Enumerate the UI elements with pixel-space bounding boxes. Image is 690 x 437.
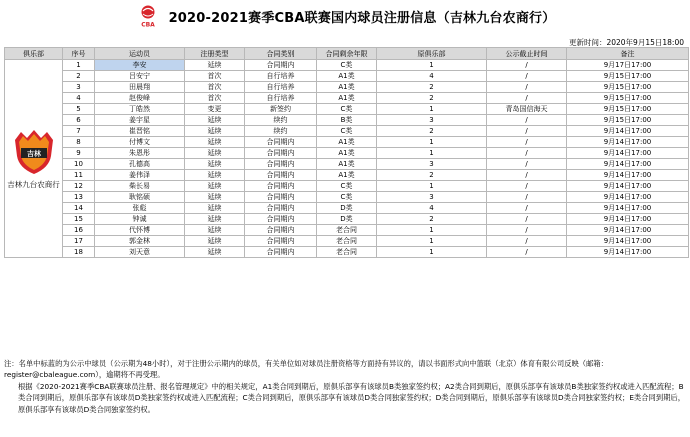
contract-mode: 合同期内 xyxy=(245,192,317,203)
row-number: 1 xyxy=(63,60,95,71)
column-header: 序号 xyxy=(63,48,95,60)
former-club: / xyxy=(487,225,567,236)
table-row xyxy=(5,159,689,170)
table-row xyxy=(5,170,689,181)
contract-category: C类 xyxy=(317,181,377,192)
table-row xyxy=(5,71,689,82)
former-club: / xyxy=(487,60,567,71)
contract-mode: 合同期内 xyxy=(245,148,317,159)
contract-mode: 合同期内 xyxy=(245,159,317,170)
former-club: / xyxy=(487,192,567,203)
contract-mode: 合同期内 xyxy=(245,60,317,71)
contract-mode: 合同期内 xyxy=(245,236,317,247)
player-name: 付博文 xyxy=(95,137,185,148)
table-row xyxy=(5,104,689,115)
club-logo xyxy=(9,128,59,176)
page-header xyxy=(0,2,690,30)
register-type: 延续 xyxy=(185,181,245,192)
register-type: 延续 xyxy=(185,115,245,126)
deadline: 9月14日17:00 xyxy=(567,247,689,258)
register-type: 延续 xyxy=(185,214,245,225)
table-header-row xyxy=(5,48,689,60)
table-row xyxy=(5,247,689,258)
row-number: 16 xyxy=(63,225,95,236)
row-number: 15 xyxy=(63,214,95,225)
contract-category: A1类 xyxy=(317,137,377,148)
player-name: 吕安宁 xyxy=(95,71,185,82)
years-remaining: 4 xyxy=(377,203,487,214)
deadline: 9月14日17:00 xyxy=(567,192,689,203)
player-name: 姜宇星 xyxy=(95,115,185,126)
player-name: 柴长易 xyxy=(95,181,185,192)
contract-category: A1类 xyxy=(317,71,377,82)
table-row xyxy=(5,192,689,203)
former-club: / xyxy=(487,247,567,258)
row-number: 6 xyxy=(63,115,95,126)
update-label: 更新时间： xyxy=(568,38,607,47)
player-name: 朱恩彤 xyxy=(95,148,185,159)
years-remaining: 2 xyxy=(377,82,487,93)
register-type: 延续 xyxy=(185,170,245,181)
row-number: 3 xyxy=(63,82,95,93)
player-name: 赵俊峰 xyxy=(95,93,185,104)
svg-text:CBA: CBA xyxy=(140,21,155,29)
contract-category: A1类 xyxy=(317,82,377,93)
register-type: 变更 xyxy=(185,104,245,115)
player-name: 李安 xyxy=(95,60,185,71)
former-club: / xyxy=(487,236,567,247)
contract-category: 老合同 xyxy=(317,225,377,236)
club-cell xyxy=(5,60,63,258)
contract-mode: 续约 xyxy=(245,126,317,137)
contract-mode: 合同期内 xyxy=(245,225,317,236)
update-value: 2020年9月15日18:00 xyxy=(606,38,684,47)
years-remaining: 1 xyxy=(377,236,487,247)
former-club: / xyxy=(487,137,567,148)
row-number: 12 xyxy=(63,181,95,192)
row-number: 7 xyxy=(63,126,95,137)
contract-category: C类 xyxy=(317,104,377,115)
table-row xyxy=(5,214,689,225)
player-name: 郭金林 xyxy=(95,236,185,247)
former-club: / xyxy=(487,203,567,214)
contract-mode: 新签约 xyxy=(245,104,317,115)
contract-mode: 自行培养 xyxy=(245,93,317,104)
row-number: 8 xyxy=(63,137,95,148)
note-1: 注：名单中标蓝的为公示中球员（公示期为48小时），对于注册公示期内的球员，有关单位如对球员注册资格等方面持有异议的，请以书面形式向中篮联（北京）体育有限公司反映（邮箱：register@cbaleague.com），逾期将不再受理。 xyxy=(4,359,608,380)
years-remaining: 1 xyxy=(377,181,487,192)
table-row xyxy=(5,115,689,126)
table-row xyxy=(5,225,689,236)
deadline: 9月15日17:00 xyxy=(567,71,689,82)
register-type: 首次 xyxy=(185,93,245,104)
register-type: 延续 xyxy=(185,192,245,203)
player-name: 代怀博 xyxy=(95,225,185,236)
column-header: 合同类别 xyxy=(245,48,317,60)
row-number: 11 xyxy=(63,170,95,181)
player-name: 丁皓然 xyxy=(95,104,185,115)
contract-mode: 自行培养 xyxy=(245,71,317,82)
contract-category: C类 xyxy=(317,126,377,137)
contract-mode: 自行培养 xyxy=(245,82,317,93)
player-name: 姜伟泽 xyxy=(95,170,185,181)
former-club: / xyxy=(487,214,567,225)
years-remaining: 1 xyxy=(377,60,487,71)
former-club: / xyxy=(487,115,567,126)
former-club: / xyxy=(487,181,567,192)
former-club: / xyxy=(487,126,567,137)
row-number: 18 xyxy=(63,247,95,258)
deadline: 9月14日17:00 xyxy=(567,214,689,225)
table-row xyxy=(5,137,689,148)
deadline: 9月14日17:00 xyxy=(567,170,689,181)
registration-table xyxy=(4,47,689,258)
column-header: 备注 xyxy=(567,48,689,60)
years-remaining: 1 xyxy=(377,104,487,115)
years-remaining: 2 xyxy=(377,214,487,225)
column-header: 注册类型 xyxy=(185,48,245,60)
deadline: 9月14日17:00 xyxy=(567,159,689,170)
deadline: 9月17日17:00 xyxy=(567,60,689,71)
deadline: 9月14日17:00 xyxy=(567,225,689,236)
contract-category: A1类 xyxy=(317,148,377,159)
deadline: 9月15日17:00 xyxy=(567,82,689,93)
deadline: 9月15日17:00 xyxy=(567,93,689,104)
register-type: 延续 xyxy=(185,236,245,247)
row-number: 5 xyxy=(63,104,95,115)
page-title: 2020-2021赛季CBA联赛国内球员注册信息（吉林九台农商行） xyxy=(168,10,556,26)
deadline: 9月14日17:00 xyxy=(567,137,689,148)
column-header: 俱乐部 xyxy=(5,48,63,60)
table-row xyxy=(5,60,689,71)
contract-category: A1类 xyxy=(317,159,377,170)
register-type: 首次 xyxy=(185,82,245,93)
player-name: 田晨翔 xyxy=(95,82,185,93)
former-club: / xyxy=(487,170,567,181)
player-name: 崔晋铭 xyxy=(95,126,185,137)
years-remaining: 1 xyxy=(377,148,487,159)
club-name: 吉林九台农商行 xyxy=(7,179,60,189)
contract-category: D类 xyxy=(317,203,377,214)
deadline: 9月14日17:00 xyxy=(567,126,689,137)
contract-mode: 合同期内 xyxy=(245,214,317,225)
row-number: 14 xyxy=(63,203,95,214)
deadline: 9月15日17:00 xyxy=(567,104,689,115)
register-type: 延续 xyxy=(185,247,245,258)
column-header: 合同剩余年限 xyxy=(317,48,377,60)
table-row xyxy=(5,181,689,192)
deadline: 9月14日17:00 xyxy=(567,148,689,159)
contract-category: 老合同 xyxy=(317,236,377,247)
contract-category: 老合同 xyxy=(317,247,377,258)
contract-category: D类 xyxy=(317,214,377,225)
years-remaining: 2 xyxy=(377,93,487,104)
former-club: / xyxy=(487,93,567,104)
years-remaining: 1 xyxy=(377,137,487,148)
contract-category: A1类 xyxy=(317,93,377,104)
cba-logo xyxy=(135,3,161,29)
years-remaining: 3 xyxy=(377,115,487,126)
years-remaining: 4 xyxy=(377,71,487,82)
contract-mode: 合同期内 xyxy=(245,247,317,258)
deadline: 9月14日17:00 xyxy=(567,181,689,192)
contract-mode: 合同期内 xyxy=(245,203,317,214)
column-header: 公示截止时间 xyxy=(487,48,567,60)
contract-category: B类 xyxy=(317,115,377,126)
player-name: 孔德高 xyxy=(95,159,185,170)
row-number: 17 xyxy=(63,236,95,247)
player-name: 张彪 xyxy=(95,203,185,214)
contract-mode: 合同期内 xyxy=(245,137,317,148)
years-remaining: 3 xyxy=(377,159,487,170)
former-club: 青岛国信海天 xyxy=(487,104,567,115)
contract-category: C类 xyxy=(317,60,377,71)
former-club: / xyxy=(487,71,567,82)
row-number: 9 xyxy=(63,148,95,159)
table-row xyxy=(5,126,689,137)
former-club: / xyxy=(487,82,567,93)
years-remaining: 3 xyxy=(377,192,487,203)
contract-category: A1类 xyxy=(317,170,377,181)
contract-mode: 合同期内 xyxy=(245,181,317,192)
column-header: 运动员 xyxy=(95,48,185,60)
column-header: 原俱乐部 xyxy=(377,48,487,60)
player-name: 耿铭硕 xyxy=(95,192,185,203)
row-number: 10 xyxy=(63,159,95,170)
register-type: 首次 xyxy=(185,71,245,82)
register-type: 延续 xyxy=(185,137,245,148)
register-type: 延续 xyxy=(185,203,245,214)
table-row xyxy=(5,203,689,214)
notes-section xyxy=(4,358,688,415)
table-row xyxy=(5,148,689,159)
contract-mode: 合同期内 xyxy=(245,170,317,181)
table-row xyxy=(5,93,689,104)
years-remaining: 1 xyxy=(377,247,487,258)
contract-mode: 续约 xyxy=(245,115,317,126)
register-type: 延续 xyxy=(185,60,245,71)
row-number: 4 xyxy=(63,93,95,104)
former-club: / xyxy=(487,159,567,170)
register-type: 延续 xyxy=(185,126,245,137)
row-number: 13 xyxy=(63,192,95,203)
row-number: 2 xyxy=(63,71,95,82)
register-type: 延续 xyxy=(185,159,245,170)
years-remaining: 2 xyxy=(377,170,487,181)
contract-category: C类 xyxy=(317,192,377,203)
years-remaining: 2 xyxy=(377,126,487,137)
table-row xyxy=(5,236,689,247)
deadline: 9月14日17:00 xyxy=(567,203,689,214)
register-type: 延续 xyxy=(185,225,245,236)
svg-text:吉林: 吉林 xyxy=(26,149,41,158)
note-2: 根据《2020-2021赛季CBA联赛球员注册、报名管理规定》中的相关规定，A1类合同到期后，原俱乐部享有该球员B类独家签约权；A2类合同到期后，原俱乐部享有该球员B类独家签约权或进入匹配流程；B类合同到期后，原俱乐部享有该球员D类独家签约权或进入匹配流程；C类合同到期后，原俱乐部享有该球员D类合同独家签约权；D类合同到期后，原俱乐部享有该球员D类合同独家签约权；E类合同到期后，原俱乐部享有该球员D类合同独家签约权。 xyxy=(18,381,686,414)
years-remaining: 1 xyxy=(377,225,487,236)
player-name: 钟诚 xyxy=(95,214,185,225)
deadline: 9月14日17:00 xyxy=(567,236,689,247)
former-club: / xyxy=(487,148,567,159)
player-name: 刘天意 xyxy=(95,247,185,258)
table-body xyxy=(5,60,689,258)
register-type: 延续 xyxy=(185,148,245,159)
table-row xyxy=(5,82,689,93)
deadline: 9月15日17:00 xyxy=(567,115,689,126)
